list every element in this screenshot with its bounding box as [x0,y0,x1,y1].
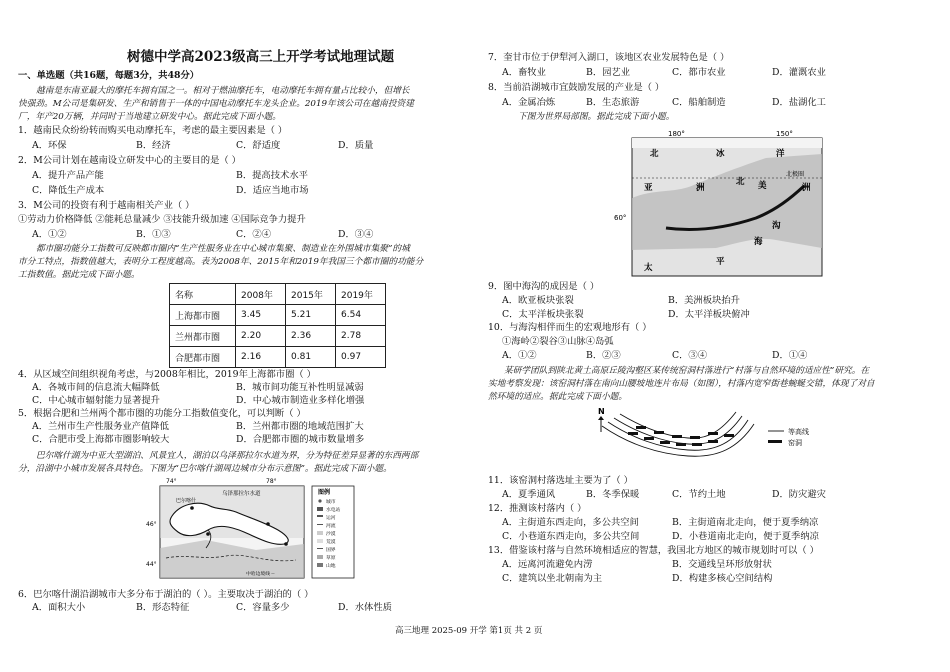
statement-list: ①劳动力价格降低 ②能耗总量减少 ③技能升级加速 ④国际竞争力提升 [18,214,306,225]
question-stem: 13．借鉴该村落与自然环境相适应的智慧，我国北方地区的城市规划时可以（ ） [488,545,819,556]
option-c[interactable]: C．建筑以坐北朝南为主 [502,573,603,584]
option-a[interactable]: A．主街道东西走向，多公共空间 [502,517,639,528]
city-marker [284,542,288,546]
option-b[interactable]: B．提高技术水平 [236,170,308,181]
map-label: 洋 [776,149,785,159]
option-b[interactable]: B．主街道南北走向，便于夏季纳凉 [672,517,819,528]
option-d[interactable]: D．质量 [338,140,374,151]
lon-label: 78° [266,478,277,485]
question-stem: 7．奎甘市位于伊犁河入湖口，该地区农业发展特色是（ ） [488,52,730,63]
map-label: 平 [716,257,725,267]
map-label: 美 [758,181,767,191]
lon-label: 150° [776,130,793,138]
table-row [170,305,386,326]
legend-cave: 窑洞 [788,439,802,447]
cave-marks [628,426,734,446]
table-cell: 合肥都市圈 [170,347,236,368]
question-stem: 1．越南民众纷纷转而购买电动摩托车，考虑的最主要因素是（ ） [18,125,288,136]
option-a[interactable]: A．面积大小 [32,602,86,613]
border-label: 中哈边境线 ┄ [246,572,275,577]
legend-item: 城市 [326,500,336,505]
question-stem: 4．从区域空间组织视角考虑，与2008年相比，2019年上海都市圈（ ） [18,369,316,380]
legend-item: 沙漠 [326,532,336,537]
option-a[interactable]: A．提升产品产能 [32,170,104,181]
option-c[interactable]: C．船舶制造 [672,97,726,108]
table-cell: 0.81 [286,347,336,368]
option-c[interactable]: C．小巷道东西走向，多公共空间 [502,531,640,542]
question-stem: 8．当前沿湖城市宜鼓励发展的产业是（ ） [488,82,665,93]
arctic-circle-label: 北极圈 [786,171,805,178]
passage-line: 工指数值。据此完成下面小题。 [18,270,140,280]
map-label: 北 [650,149,659,159]
legend-item: 国界 [326,548,336,553]
table-cell: 2.78 [336,326,386,347]
legend-title: 图例 [318,489,331,496]
legend-cave-swatch [768,440,782,443]
option-a[interactable]: A．环保 [32,140,67,151]
map-label: 海 [754,237,763,247]
city-marker [190,506,194,510]
question-stem: 3．M公司的投资有利于越南相关产业（ ） [18,200,195,211]
lat-label: 46° [146,521,157,528]
option-d[interactable]: D．①④ [772,350,808,361]
passage-line: 越南是东南亚最大的摩托车拥有国之一。相对于燃油摩托车，电动摩托车拥有量占比较小，但增长 [36,86,410,96]
table-header: 2019年 [336,284,386,305]
passage-line: 实地考察发现：该窑洞村落在南向山腰坡地连片布局（如图），村落内宽窄街巷蜿蜒交错，体现了对自 [488,379,875,389]
legend-item: 山地 [326,564,336,569]
option-c[interactable]: C．容量多少 [236,602,290,613]
question-stem: 9．图中海沟的成因是（ ） [488,281,600,292]
page-footer: 高三地理 2025-09 开学 第1页 共 2 页 [395,626,543,636]
table-header-row [170,284,386,305]
map-label: 亚 [644,183,653,193]
strait-label: 乌泽那拉尔水道 [222,491,261,497]
lon-label: 74° [166,478,177,485]
map-label: 冰 [716,149,725,159]
option-d[interactable]: D．水体性质 [338,602,392,613]
option-a[interactable]: A．兰州市生产性服务业产值降低 [32,421,169,432]
option-b[interactable]: B．生态旅游 [586,97,640,108]
option-d[interactable]: D．防灾避灾 [772,489,826,500]
option-d[interactable]: D．盐湖化工 [772,97,826,108]
option-a[interactable]: A．各城市间的信息流大幅降低 [32,382,160,393]
table-header: 2008年 [236,284,286,305]
passage-line: 巴尔喀什湖为中亚大型湖泊、风景宜人，湖泊以乌泽那拉尔水道为界，分为特征差异显著的东西两部 [36,451,419,461]
table-header: 2015年 [286,284,336,305]
option-d[interactable]: D．小巷道南北走向，便于夏季纳凉 [672,531,819,542]
legend-item: 荒漠 [326,540,336,545]
option-c[interactable]: C．②④ [236,229,272,240]
map-label: 北 [736,177,745,187]
passage-line: 分，沿湖中小城市发展各具特色。下图为“巴尔喀什湖周边城市分布示意图”。据此完成下面小题。 [18,464,392,474]
option-a[interactable]: A．欧亚板块张裂 [502,295,574,306]
option-c[interactable]: C．舒适度 [236,140,281,151]
legend-swatches [317,499,323,567]
table-cell: 上海都市圈 [170,305,236,326]
table-cell: 2.16 [236,347,286,368]
option-b[interactable]: B．城市间功能互补性明显减弱 [236,382,364,393]
lon-label: 180° [668,130,685,138]
option-a[interactable]: A．①② [502,350,537,361]
option-b[interactable]: B．园艺业 [586,67,631,78]
option-d[interactable]: D．适应当地市场 [236,185,309,196]
table-cell: 0.97 [336,347,386,368]
legend-contour: 等高线 [788,428,809,436]
option-a[interactable]: A．远离河流避免内涝 [502,559,593,570]
legend-item: 河流 [326,524,336,529]
option-b[interactable]: B．形态特征 [136,602,190,613]
legend-item: 运河 [326,516,336,521]
table-cell: 2.36 [286,326,336,347]
balkhash-map [146,478,356,586]
option-a[interactable]: A．夏季通风 [502,489,556,500]
city-marker [206,532,210,536]
option-a[interactable]: A．金属冶炼 [502,97,556,108]
question-stem: 2．M公司计划在越南设立研发中心的主要目的是（ ） [18,155,241,166]
option-b[interactable]: B．经济 [136,140,171,151]
question-stem: 5．根据合肥和兰州两个都市圈的功能分工指数值变化，可以判断（ ） [18,408,306,419]
option-b[interactable]: B．①③ [136,229,171,240]
option-c[interactable]: C．都市农业 [672,67,726,78]
option-c[interactable]: C．节约土地 [672,489,726,500]
statement-list: ①海岭②裂谷③山脉④岛弧 [502,336,614,347]
legend-item: 水电站 [326,508,341,513]
north-label: N [598,407,605,416]
option-d[interactable]: D．灌溉农业 [772,67,826,78]
question-stem: 11．该窑洞村落选址主要为了（ ） [488,475,633,486]
lat-label: 60° [614,214,627,222]
option-d[interactable]: D．构建多核心空间结构 [672,573,773,584]
city-label: 巴尔喀什 [176,498,197,504]
option-d[interactable]: D．太平洋板块俯冲 [668,309,750,320]
passage-line: 某研学团队到陕北黄土高原丘陵沟壑区某传统窑洞村落进行“村落与自然环境的适应性”研究。在 [504,366,870,376]
option-c[interactable]: C．太平洋板块张裂 [502,309,584,320]
option-d[interactable]: D．中心城市制造业多样化增强 [236,395,365,406]
index-table [169,283,386,368]
map-label: 洲 [802,183,811,193]
table-cell: 3.45 [236,305,286,326]
table-cell: 2.20 [236,326,286,347]
option-c[interactable]: C．③④ [672,350,708,361]
option-c[interactable]: C．中心城市辐射能力显著提升 [32,395,160,406]
option-b[interactable]: B．美洲板块抬升 [668,295,740,306]
city-marker [266,522,270,526]
passage-line: 厂，年产20万辆，并同时于当地建立研发中心。据此完成下面小题。 [18,112,281,122]
cave-village-diagram [588,404,828,472]
option-c[interactable]: C．降低生产成本 [32,185,105,196]
table-header: 名称 [170,284,236,305]
map-label: 洲 [696,183,705,193]
option-a[interactable]: A．畜牧业 [502,67,546,78]
passage-line: 市分工特点，指数值越大，表明分工程度越高。表为2008年、2015年和2019年我国三个都市圈的功能分 [18,257,424,267]
table-cell: 6.54 [336,305,386,326]
option-a[interactable]: A．①② [32,229,67,240]
section-heading: 一、单选题（共16题，每题3分，共48分） [18,70,200,81]
option-b[interactable]: B．②③ [586,350,621,361]
map-intro: 下图为世界局部图。据此完成下面小题。 [518,112,675,122]
passage-line: 然环境的适应。据此完成下面小题。 [488,392,627,402]
passage-line: 都市圈功能分工指数可反映都市圈内“生产性服务业在中心城市集聚、制造业在外围城市集聚”的城 [36,244,410,254]
table-row [170,326,386,347]
option-b[interactable]: B．冬季保暖 [586,489,640,500]
table-row [170,347,386,368]
option-b[interactable]: B．交通线呈环形放射状 [672,559,772,570]
question-stem: 10．与海沟相伴而生的宏观地形有（ ） [488,322,652,333]
option-b[interactable]: B．兰州都市圈的地域范围扩大 [236,421,364,432]
option-c[interactable]: C．合肥市受上海都市圈影响较大 [32,434,170,445]
north-arrowhead [598,416,604,420]
page-title: 树德中学高2023级高三上开学考试地理试题 [127,49,395,65]
legend-item: 草原 [326,556,336,561]
table-cell: 5.21 [286,305,336,326]
ocean-top [632,138,822,148]
passage-line: 快强劲。M公司是集研发、生产和销售于一体的中国电动摩托车龙头企业。2019年该公司在越南投资建 [18,99,414,109]
map-label: 太 [644,263,653,273]
lat-label: 44° [146,561,157,568]
table-cell: 兰州都市圈 [170,326,236,347]
question-stem: 6．巴尔喀什湖沿湖城市大多分布于湖泊的（ ）。主要取决于湖泊的（ ） [18,589,314,600]
option-d[interactable]: D．③④ [338,229,374,240]
option-d[interactable]: D．合肥都市圈的城市数量增多 [236,434,365,445]
world-region-map [614,128,822,278]
question-stem: 12．推测该村落内（ ） [488,503,587,514]
map-label: 沟 [772,221,781,231]
